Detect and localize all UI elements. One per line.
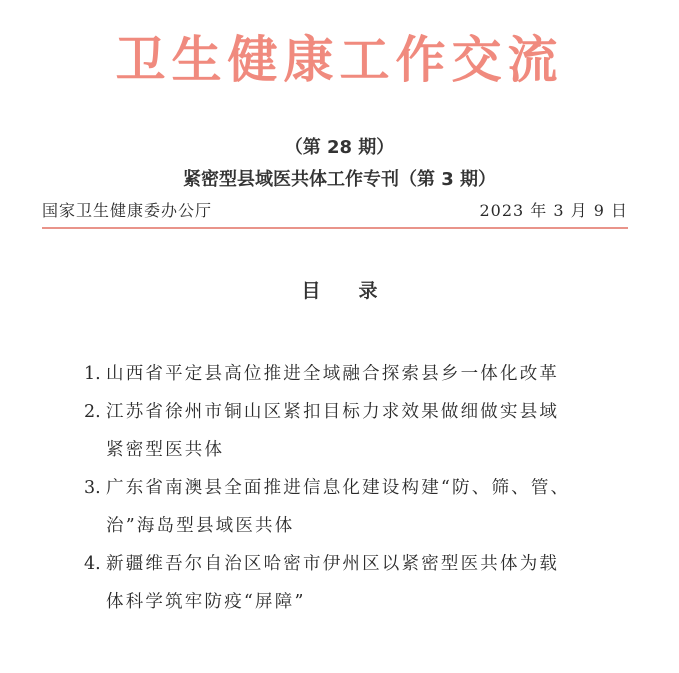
toc-item-number: 3. [84, 478, 101, 498]
toc-item[interactable] [84, 469, 604, 545]
toc-item-text [106, 355, 604, 393]
toc-item-number: 2. [84, 402, 101, 422]
special-issue-subtitle: 紧密型县域医共体工作专刊（第 3 期） [182, 169, 497, 190]
toc-item[interactable] [84, 545, 604, 621]
toc-item-line: 新疆维吾尔自治区哈密市伊州区以紧密型医共体为载 [106, 554, 560, 574]
toc-item-text [106, 545, 604, 621]
toc-list [84, 355, 604, 621]
issuer-name: 国家卫生健康委办公厅 [42, 201, 213, 220]
issue-date: 2023 年 3 月 9 日 [479, 201, 628, 220]
toc-item-text [106, 469, 604, 545]
toc-item-text [106, 393, 604, 469]
toc-item[interactable] [84, 355, 604, 393]
issue-number: （第 28 期） [284, 137, 395, 158]
toc-item-line: 江苏省徐州市铜山区紧扣目标力求效果做细做实县域 [106, 402, 560, 422]
toc-title: 目录 [301, 280, 416, 302]
toc-item-line: 山西省平定县高位推进全域融合探索县乡一体化改革 [106, 364, 560, 384]
toc-item-number: 4. [84, 554, 101, 574]
toc-item-line: 广东省南澳县全面推进信息化建设构建“防、筛、管、 [106, 478, 571, 498]
toc-item-line: 治”海岛型县域医共体 [106, 516, 295, 536]
toc-item-line: 体科学筑牢防疫“屏障” [106, 592, 306, 612]
toc-item-line: 紧密型医共体 [106, 440, 225, 460]
masthead-title: 卫生健康工作交流 [115, 31, 564, 89]
toc-item[interactable] [84, 393, 604, 469]
toc-item-number: 1. [84, 364, 101, 384]
issuer-row [42, 198, 628, 224]
header-divider [42, 227, 628, 229]
